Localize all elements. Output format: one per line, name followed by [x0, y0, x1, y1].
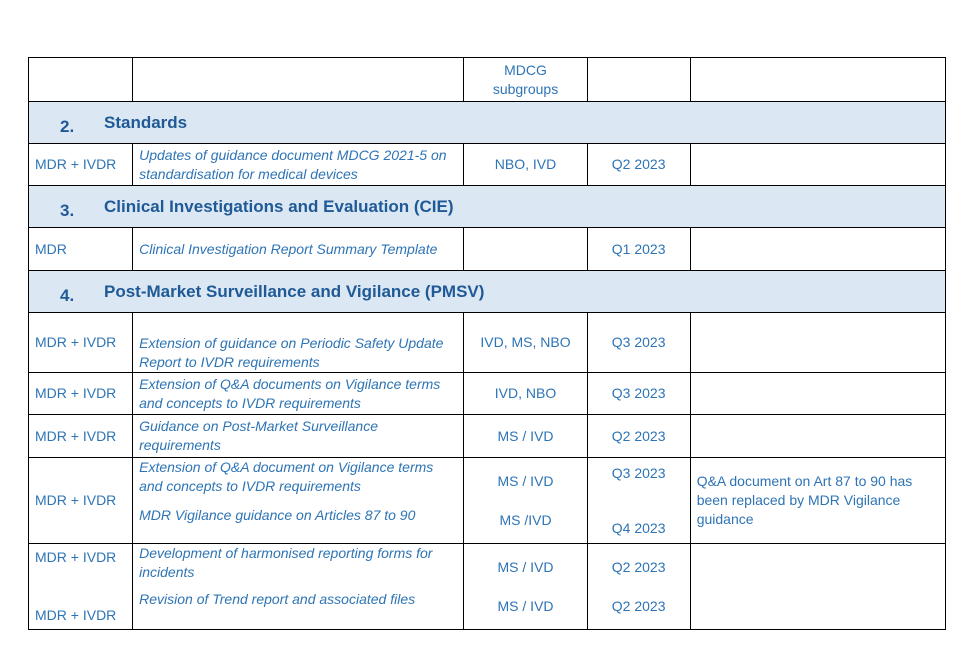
- cell-note: [690, 144, 945, 186]
- cell-description: Extension of Q&A documents on Vigilance terms and concepts to IVDR requirements: [133, 373, 464, 415]
- table-row: [29, 458, 946, 544]
- cell-note: [690, 373, 945, 415]
- subgroup-b: MS /IVD: [499, 511, 552, 528]
- section-number: 4.: [60, 286, 75, 305]
- description-line-b: Revision of Trend report and associated files: [139, 591, 416, 607]
- table-row: [29, 313, 946, 373]
- cell-regulation: MDR + IVDR: [29, 144, 133, 186]
- cell-description: [133, 58, 464, 102]
- cell-description: Clinical Investigation Report Summary Template: [133, 228, 464, 271]
- cell-regulation: MDR + IVDR: [29, 458, 133, 544]
- date-a: Q2 2023: [611, 558, 666, 575]
- cell-date: [587, 458, 690, 544]
- subgroup-a: MS / IVD: [497, 558, 554, 575]
- regulation-b: MDR + IVDR: [35, 607, 117, 623]
- subgroup-a: MS / IVD: [497, 472, 554, 489]
- cell-description: [133, 458, 464, 544]
- table-row: [29, 144, 946, 186]
- work-programme-table: [28, 57, 946, 630]
- cell-regulation: [29, 544, 133, 630]
- regulation-a: MDR + IVDR: [35, 549, 117, 565]
- table-row: [29, 228, 946, 271]
- table-row: [29, 58, 946, 102]
- cell-date: Q3 2023: [587, 313, 690, 373]
- cell-subgroups: MDCG subgroups: [464, 58, 587, 102]
- table-row: [29, 373, 946, 415]
- section-heading-standards: [29, 102, 946, 144]
- cell-regulation: MDR + IVDR: [29, 373, 133, 415]
- date-b: Q2 2023: [611, 597, 666, 614]
- cell-note: Q&A document on Art 87 to 90 has been replaced by MDR Vigilance guidance: [690, 458, 945, 544]
- description-line-a: Extension of Q&A document on Vigilance terms and concepts to IVDR requirements: [139, 459, 434, 494]
- section-heading-cie: [29, 186, 946, 228]
- section-number: 3.: [60, 201, 75, 220]
- subgroup-b: MS / IVD: [497, 597, 554, 614]
- cell-date: Q2 2023: [587, 144, 690, 186]
- cell-description: Guidance on Post-Market Surveillance requirements: [133, 415, 464, 458]
- cell-date: [587, 58, 690, 102]
- cell-date: Q2 2023: [587, 415, 690, 458]
- description-line-a: Development of harmonised reporting forms for incidents: [139, 545, 433, 580]
- cell-subgroups: IVD, NBO: [464, 373, 587, 415]
- section-title: Post-Market Surveillance and Vigilance (PMSV): [104, 282, 485, 301]
- description-line-b: MDR Vigilance guidance on Articles 87 to 90: [139, 507, 416, 523]
- cell-regulation: MDR + IVDR: [29, 415, 133, 458]
- table-row: [29, 415, 946, 458]
- section-title: Standards: [104, 113, 188, 132]
- cell-subgroups: MS / IVD: [464, 415, 587, 458]
- cell-note: [690, 58, 945, 102]
- cell-subgroups: [464, 544, 587, 630]
- cell-date: Q1 2023: [587, 228, 690, 271]
- cell-date: [587, 544, 690, 630]
- cell-subgroups: [464, 228, 587, 271]
- cell-subgroups: [464, 458, 587, 544]
- cell-subgroups: NBO, IVD: [464, 144, 587, 186]
- date-a: Q3 2023: [611, 464, 666, 481]
- section-heading-pmsv: [29, 271, 946, 313]
- cell-note: [690, 544, 945, 630]
- section-number: 2.: [60, 117, 75, 136]
- cell-regulation: MDR + IVDR: [29, 313, 133, 373]
- cell-date: Q3 2023: [587, 373, 690, 415]
- section-title: Clinical Investigations and Evaluation (CIE): [104, 197, 454, 216]
- cell-subgroups: IVD, MS, NBO: [464, 313, 587, 373]
- cell-description: Extension of guidance on Periodic Safety Update Report to IVDR requirements: [133, 313, 464, 373]
- cell-regulation: MDR: [29, 228, 133, 271]
- cell-regulation: [29, 58, 133, 102]
- table-row: [29, 544, 946, 630]
- cell-note: [690, 415, 945, 458]
- cell-note: [690, 313, 945, 373]
- date-b: Q4 2023: [611, 519, 666, 536]
- cell-note: [690, 228, 945, 271]
- cell-description: [133, 544, 464, 630]
- cell-description: Updates of guidance document MDCG 2021-5 on standardisation for medical devices: [133, 144, 464, 186]
